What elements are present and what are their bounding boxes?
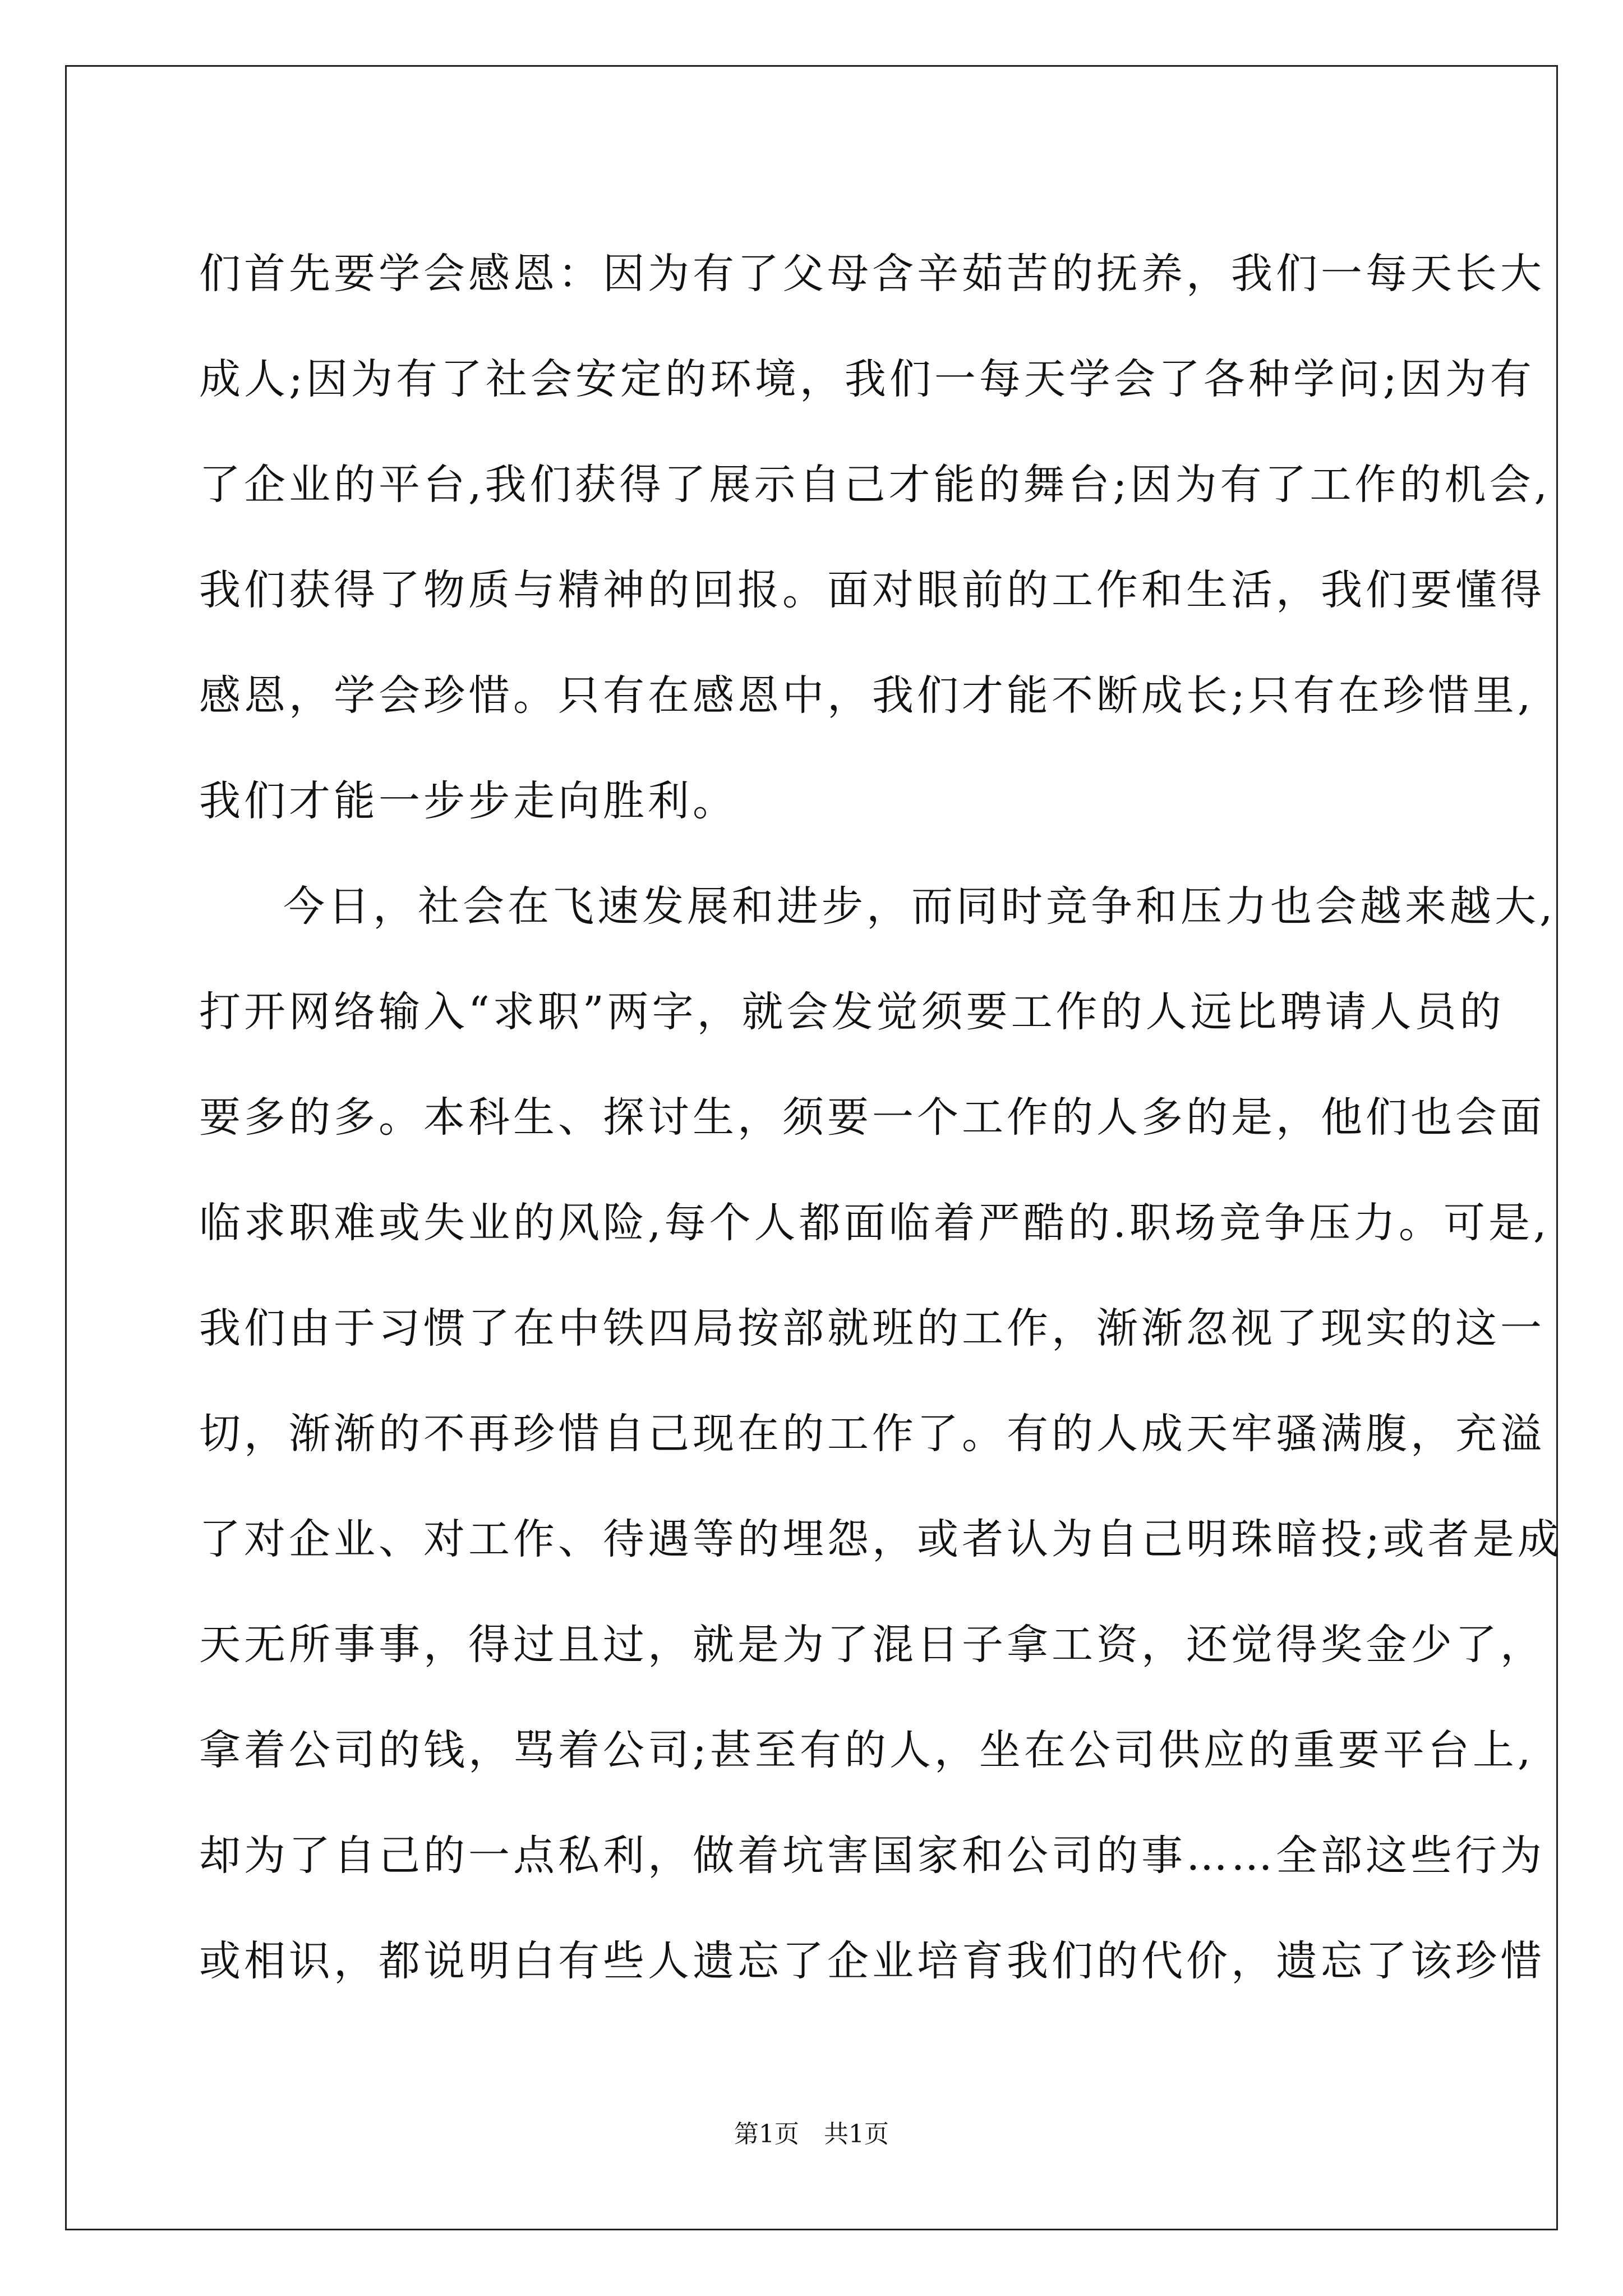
text-line: 我们由于习惯了在中铁四局按部就班的工作，渐渐忽视了现实的这一 — [199, 1304, 1545, 1352]
document-body — [199, 221, 1562, 2014]
text-line: 我们获得了物质与精神的回报。面对眼前的工作和生活，我们要懂得 — [199, 566, 1545, 614]
text-line: 临求职难或失业的风险,每个人都面临着严酷的.职场竞争压力。可是, — [199, 1199, 1550, 1247]
text-line: 打开网络输入“求职”两字，就会发觉须要工作的人远比聘请人员的 — [199, 988, 1505, 1036]
text-line: 却为了自己的一点私利，做着坑害国家和公司的事……全部这些行为 — [199, 1832, 1545, 1880]
text-line: 成人;因为有了社会安定的环境，我们一每天学会了各种学问;因为有 — [199, 355, 1535, 403]
text-line: 切，渐渐的不再珍惜自己现在的工作了。有的人成天牢骚满腹，充溢 — [199, 1410, 1545, 1458]
text-line: 了对企业、对工作、待遇等的埋怨，或者认为自己明珠暗投;或者是成 — [199, 1515, 1562, 1563]
page-number: 第1页 共1页 — [734, 2120, 889, 2148]
text-line: 天无所事事，得过且过，就是为了混日子拿工资，还觉得奖金少了， — [199, 1621, 1545, 1669]
page-footer — [0, 2118, 1623, 2151]
text-line: 了企业的平台,我们获得了展示自己才能的舞台;因为有了工作的机会, — [199, 461, 1551, 509]
text-line: 要多的多。本科生、探讨生，须要一个工作的人多的是，他们也会面 — [199, 1093, 1545, 1142]
text-line: 感恩，学会珍惜。只有在感恩中，我们才能不断成长;只有在珍惜里, — [199, 671, 1534, 720]
text-line: 我们才能一步步走向胜利。 — [199, 777, 737, 825]
text-line-paragraph-start: 今日，社会在飞速发展和进步，而同时竞争和压力也会越来越大, — [283, 882, 1556, 931]
text-line: 们首先要学会感恩：因为有了父母含辛茹苦的抚养，我们一每天长大 — [199, 250, 1545, 298]
text-line: 拿着公司的钱，骂着公司;甚至有的人，坐在公司供应的重要平台上, — [199, 1726, 1534, 1774]
text-line: 或相识，都说明白有些人遗忘了企业培育我们的代价，遗忘了该珍惜 — [199, 1937, 1545, 1985]
